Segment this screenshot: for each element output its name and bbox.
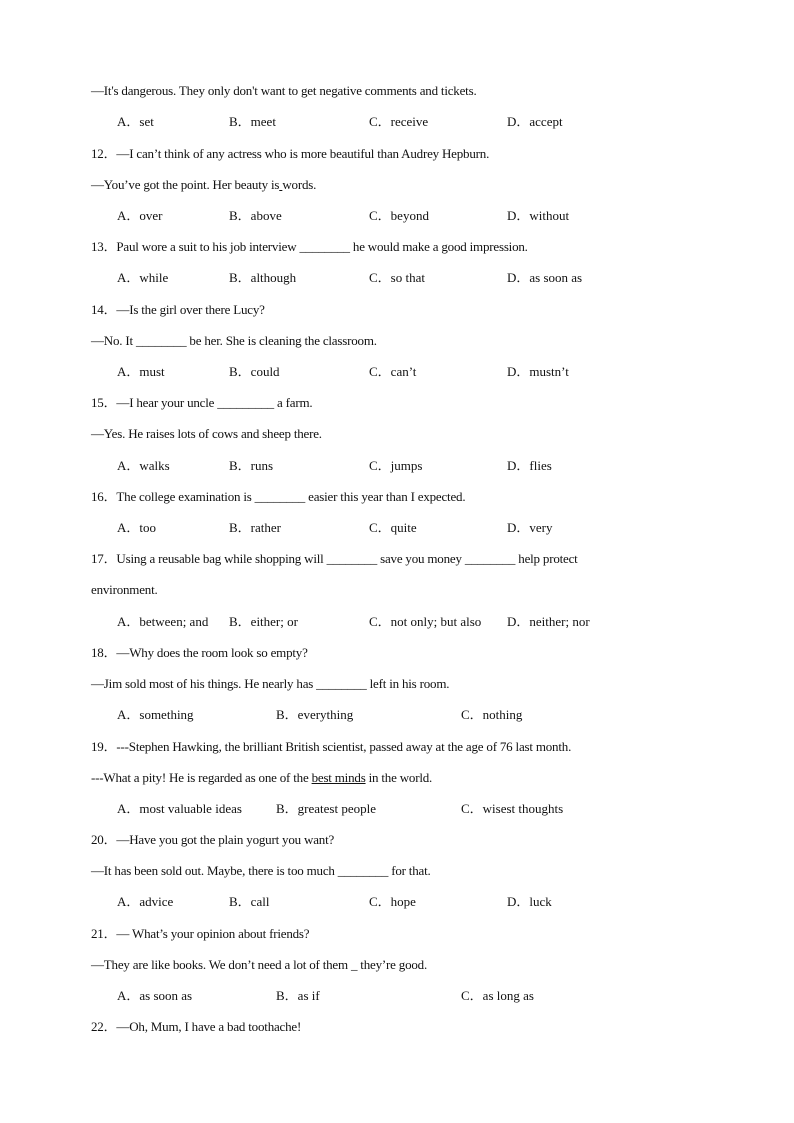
option-d[interactable]: D．mustn’t xyxy=(507,364,569,379)
reply-text-post: in the world. xyxy=(365,770,433,785)
option-b[interactable]: B．everything xyxy=(276,707,354,722)
question-17-stem: 17．Using a reusable bag while shopping will ________ save you money ________ help protect xyxy=(91,551,578,566)
option-a[interactable]: A．walks xyxy=(117,458,170,473)
option-d[interactable]: D．very xyxy=(507,520,553,535)
option-a[interactable]: A．must xyxy=(117,364,165,379)
question-16-stem: 16．The college examination is ________ easier this year than I expected. xyxy=(91,489,466,504)
question-22-stem: 22．—Oh, Mum, I have a bad toothache! xyxy=(91,1019,302,1034)
option-d[interactable]: D．accept xyxy=(507,114,563,129)
option-b[interactable]: B．as if xyxy=(276,988,320,1003)
option-b[interactable]: B．meet xyxy=(229,114,276,129)
underlined-phrase: best minds xyxy=(311,770,366,785)
option-a[interactable]: A．as soon as xyxy=(117,988,193,1003)
option-b[interactable]: B．call xyxy=(229,894,270,909)
question-21-reply: —They are like books. We don’t need a lot of them _ they’re good. xyxy=(91,957,428,972)
option-a[interactable]: A．too xyxy=(117,520,157,535)
question-18-stem: 18．—Why does the room look so empty? xyxy=(91,645,308,660)
question-14-stem: 14．—Is the girl over there Lucy? xyxy=(91,302,265,317)
option-a[interactable]: A．set xyxy=(117,114,154,129)
option-a[interactable]: A．something xyxy=(117,707,194,722)
option-c[interactable]: C．not only; but also xyxy=(369,614,482,629)
question-18-reply: —Jim sold most of his things. He nearly has ________ left in his room. xyxy=(91,676,450,691)
option-a[interactable]: A．while xyxy=(117,270,169,285)
question-15-stem: 15．—I hear your uncle _________ a farm. xyxy=(91,395,313,410)
question-19-stem: 19．---Stephen Hawking, the brilliant British scientist, passed away at the age of 76 last month. xyxy=(91,739,572,754)
reply-text-post: words. xyxy=(282,177,317,192)
option-a[interactable]: A．over xyxy=(117,208,163,223)
option-c[interactable]: C．can’t xyxy=(369,364,417,379)
option-b[interactable]: B．runs xyxy=(229,458,274,473)
question-14-reply: —No. It ________ be her. She is cleaning the classroom. xyxy=(91,333,377,348)
option-b[interactable]: B．although xyxy=(229,270,297,285)
question-15-reply: —Yes. He raises lots of cows and sheep there. xyxy=(91,426,322,441)
option-c[interactable]: C．wisest thoughts xyxy=(461,801,564,816)
option-c[interactable]: C．so that xyxy=(369,270,425,285)
question-12-reply xyxy=(91,177,316,193)
option-b[interactable]: B．rather xyxy=(229,520,281,535)
option-a[interactable]: A．most valuable ideas xyxy=(117,801,242,816)
option-d[interactable]: D．neither; nor xyxy=(507,614,590,629)
option-d[interactable]: D．luck xyxy=(507,894,552,909)
question-20-reply: —It has been sold out. Maybe, there is too much ________ for that. xyxy=(91,863,431,878)
option-b[interactable]: B．greatest people xyxy=(276,801,376,816)
option-b[interactable]: B．above xyxy=(229,208,282,223)
option-c[interactable]: C．as long as xyxy=(461,988,534,1003)
option-c[interactable]: C．hope xyxy=(369,894,416,909)
option-c[interactable]: C．receive xyxy=(369,114,429,129)
option-a[interactable]: A．between; and xyxy=(117,614,209,629)
option-d[interactable]: D．without xyxy=(507,208,570,223)
question-20-stem: 20．—Have you got the plain yogurt you want? xyxy=(91,832,335,847)
option-d[interactable]: D．as soon as xyxy=(507,270,583,285)
question-21-stem: 21．— What’s your opinion about friends? xyxy=(91,926,310,941)
option-d[interactable]: D．flies xyxy=(507,458,552,473)
reply-text-pre: ---What a pity! He is regarded as one of the xyxy=(91,770,312,785)
answer-line: —It's dangerous. They only don't want to get negative comments and tickets. xyxy=(91,83,477,98)
option-c[interactable]: C．nothing xyxy=(461,707,523,722)
question-17-stem-continued: environment. xyxy=(91,582,158,597)
question-13-stem: 13．Paul wore a suit to his job interview ________ he would make a good impression. xyxy=(91,239,528,254)
option-b[interactable]: B．either; or xyxy=(229,614,298,629)
option-c[interactable]: C．beyond xyxy=(369,208,429,223)
option-a[interactable]: A．advice xyxy=(117,894,174,909)
option-c[interactable]: C．jumps xyxy=(369,458,423,473)
option-b[interactable]: B．could xyxy=(229,364,280,379)
reply-text-pre: —You’ve got the point. Her beauty is xyxy=(91,177,280,192)
option-c[interactable]: C．quite xyxy=(369,520,417,535)
question-19-reply xyxy=(91,770,432,786)
question-12-stem: 12．—I can’t think of any actress who is more beautiful than Audrey Hepburn. xyxy=(91,146,490,161)
